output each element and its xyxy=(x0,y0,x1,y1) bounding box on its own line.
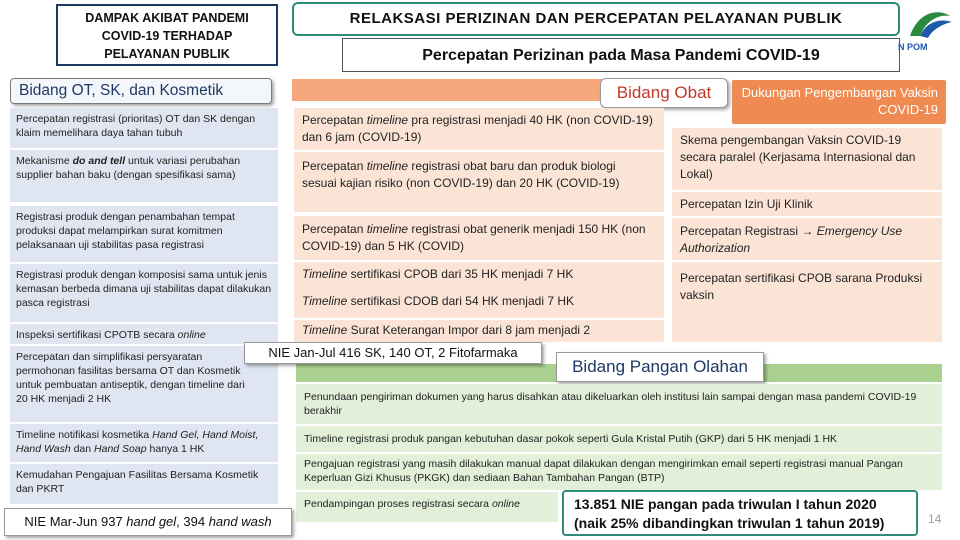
obat-row-3 xyxy=(294,216,664,260)
pangan-row-4 xyxy=(296,492,558,522)
obat-row-2-text-c: registrasi obat baru dan produk biologi sesuai kajian risiko (non COVID-19) dan 20 HK (COVID-19) xyxy=(302,159,620,190)
ot-row-3-text: Registrasi produk dengan penambahan tempat produksi dapat melampirkan surat komitmen pelaksanaan uji stabilitas pasa registrasi xyxy=(16,211,235,251)
nie-pangan-summary xyxy=(562,490,918,536)
ot-row-5-text-a: Inspeksi sertifikasi CPOTB secara xyxy=(16,329,178,341)
ot-row-5 xyxy=(10,324,278,344)
vaksin-row-3-text-a: Percepatan Registrasi xyxy=(680,224,802,238)
ot-row-4-text: Registrasi produk dengan komposisi sama untuk jenis kemasan berbeda dimana uji stabilitas dapat dilakukan pasca registrasi xyxy=(16,269,272,309)
pangan-row-1 xyxy=(296,384,942,424)
ot-row-1 xyxy=(10,108,278,148)
vaksin-row-2 xyxy=(672,192,942,216)
obat-row-4-text-c: sertifikasi CPOB dari 35 HK menjadi 7 HK xyxy=(347,267,574,281)
ot-row-2 xyxy=(10,150,278,202)
ot-row-7-text-b: Hand Gel, Hand Moist, Hand Wash xyxy=(16,429,259,455)
ot-row-8 xyxy=(10,464,278,504)
obat-row-2 xyxy=(294,152,664,212)
pangan-row-2 xyxy=(296,426,942,452)
pangan-row-4-text-b: online xyxy=(491,498,520,510)
ot-row-6-text: Percepatan dan simplifikasi persyaratan permohonan fasilitas bersama OT dan Kosmetik untuk pembuatan antiseptik, dengan timeline dari 20 HK menjadi 2 HK xyxy=(16,351,245,405)
pangan-row-1-text: Penundaan pengiriman dokumen yang harus disahkan atau dikeluarkan oleh institusi lain sampai dengan masa pandemi COVID-19 berakhir xyxy=(304,391,917,417)
obat-row-1 xyxy=(294,108,664,150)
pangan-row-3 xyxy=(296,454,942,490)
nie-hand-text-b: hand gel xyxy=(126,514,177,529)
vaksin-section-heading: Dukungan Pengembangan Vaksin COVID-19 xyxy=(732,80,946,124)
obat-row-2-text-a: Percepatan xyxy=(302,159,367,173)
nie-pangan-line1: 13.851 NIE pangan pada triwulan I tahun 2020 xyxy=(574,496,877,512)
vaksin-row-3 xyxy=(672,218,942,260)
obat-row-1-text-c: pra registrasi menjadi 40 HK (non COVID-19) dan 6 jam (COVID-19) xyxy=(302,113,653,144)
nie-hand-text-c: , 394 xyxy=(176,514,209,529)
obat-row-3-text-c: registrasi obat generik menjadi 150 HK (non COVID-19) dan 5 HK (COVID) xyxy=(302,222,646,253)
obat-row-2-text-b: timeline xyxy=(366,159,409,173)
obat-row-4-text-b: Timeline xyxy=(302,267,348,281)
pangan-section-heading: Bidang Pangan Olahan xyxy=(556,352,764,382)
ot-row-2-text-c: untuk variasi perubahan supplier bahan baku (dengan spesifikasi sama) xyxy=(16,155,241,181)
nie-ot-summary: NIE Jan-Jul 416 SK, 140 OT, 2 Fitofarmaka xyxy=(244,342,542,364)
ot-row-5-text-b: online xyxy=(177,329,206,341)
obat-row-6 xyxy=(294,320,664,342)
obat-row-1-text-a: Percepatan xyxy=(302,113,367,127)
ot-row-4 xyxy=(10,264,278,322)
obat-row-5-text-b: Timeline xyxy=(302,294,348,308)
vaksin-row-2-text: Percepatan Izin Uji Klinik xyxy=(680,197,813,211)
ot-row-7 xyxy=(10,424,278,462)
page-title: RELAKSASI PERIZINAN DAN PERCEPATAN PELAYANAN PUBLIK xyxy=(292,2,900,36)
ot-row-7-text-d: Hand Soap xyxy=(94,443,147,455)
pangan-row-2-text: Timeline registrasi produk pangan kebutuhan dasar pokok seperti Gula Kristal Putih (GKP) dari 5 HK menjadi 1 HK xyxy=(304,433,838,445)
impact-title-line2: COVID-19 TERHADAP xyxy=(101,29,233,43)
nie-hand-sanitizer-summary xyxy=(4,508,292,536)
vaksin-row-4 xyxy=(672,262,942,342)
ot-row-3 xyxy=(10,206,278,262)
impact-title-box xyxy=(56,4,278,66)
obat-row-5-text-c: sertifikasi CDOB dari 54 HK menjadi 7 HK xyxy=(347,294,574,308)
obat-row-3-text-a: Percepatan xyxy=(302,222,367,236)
ot-row-6 xyxy=(10,346,278,422)
ot-row-1-text: Percepatan registrasi (prioritas) OT dan SK dengan klaim memelihara daya tahan tubuh xyxy=(16,113,256,139)
ot-section-heading: Bidang OT, SK, dan Kosmetik xyxy=(10,78,272,104)
ot-row-2-text-b: do and tell xyxy=(72,155,126,167)
impact-title-line1: DAMPAK AKIBAT PANDEMI xyxy=(85,11,249,25)
obat-row-6-text-b: Timeline xyxy=(302,323,348,337)
nie-pangan-line2: (naik 25% dibandingkan triwulan 1 tahun 2019) xyxy=(574,515,885,531)
page-number: 14 xyxy=(928,512,942,526)
vaksin-row-1 xyxy=(672,128,942,190)
obat-row-3-text-b: timeline xyxy=(366,222,409,236)
ot-row-7-text-e: hanya 1 HK xyxy=(146,443,205,455)
obat-section-heading: Bidang Obat xyxy=(600,78,728,108)
obat-row-4 xyxy=(294,262,664,318)
right-arrow-icon: → xyxy=(801,224,814,238)
ot-row-2-text-a: Mekanisme xyxy=(16,155,73,167)
vaksin-row-3-text-b: Emergency Use Authorization xyxy=(680,224,903,255)
ot-row-7-text-a: Timeline notifikasi kosmetika xyxy=(16,429,153,441)
obat-row-6-text-c: Surat Keterangan Impor dari 8 jam menjadi 2 xyxy=(347,323,591,337)
impact-title-line3: PELAYANAN PUBLIK xyxy=(104,47,230,61)
nie-hand-text-a: NIE Mar-Jun 937 xyxy=(24,514,127,529)
vaksin-row-4-text: Percepatan sertifikasi CPOB sarana Produksi vaksin xyxy=(680,271,923,302)
vaksin-row-1-text: Skema pengembangan Vaksin COVID-19 secara paralel (Kerjasama Internasional dan Lokal) xyxy=(680,133,916,181)
page-subtitle: Percepatan Perizinan pada Masa Pandemi COVID-19 xyxy=(342,38,900,72)
pangan-row-4-text-a: Pendampingan proses registrasi secara xyxy=(304,498,492,510)
logo-text: N POM xyxy=(898,42,928,52)
ot-row-7-text-c: dan xyxy=(70,443,95,455)
pangan-row-3-text: Pengajuan registrasi yang masih dilakukan manual dapat dilakukan dengan mengirimkan email seperti registrasi manual Pangan Keperluan Gizi Khusus (PKGK) dan sediaan Bahan Tambahan Pangan (BTP) xyxy=(304,458,903,484)
ot-row-8-text: Kemudahan Pengajuan Fasilitas Bersama Kosmetik dan PKRT xyxy=(16,469,259,495)
obat-row-1-text-b: timeline xyxy=(366,113,409,127)
nie-hand-text-d: hand wash xyxy=(208,514,272,529)
bpom-logo-icon xyxy=(904,6,956,42)
